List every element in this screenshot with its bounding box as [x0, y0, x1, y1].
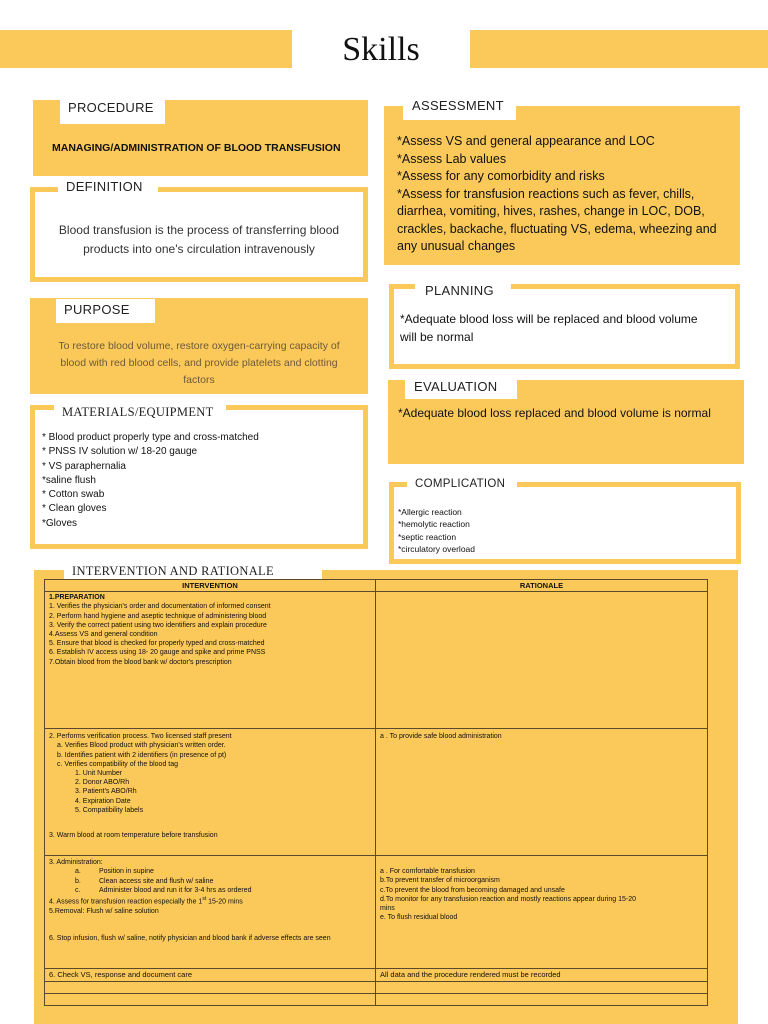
cell-line: b. Identifies patient with 2 identifiers (in presence of pt)	[57, 751, 227, 759]
intervention-table	[44, 579, 708, 1006]
cell-line: 6. Establish IV access using 18- 20 gauge and spike and prime PNSS	[49, 649, 266, 657]
complication-item: *hemolytic reaction	[398, 519, 470, 530]
intervention-cell	[45, 982, 376, 994]
purpose-line: To restore blood volume, restore oxygen-carrying capacity of	[58, 340, 340, 352]
complication-item: *septic reaction	[398, 531, 457, 542]
cell-line: 3. Patient's ABO/Rh	[75, 788, 137, 796]
cell-line: b.	[75, 877, 81, 885]
intervention-label: INTERVENTION AND RATIONALE	[64, 563, 322, 580]
table-row	[45, 856, 708, 969]
planning-line: *Adequate blood loss will be replaced and blood volume	[400, 312, 698, 326]
cell-line: e. To flush residual blood	[380, 914, 458, 922]
materials-label: MATERIALS/EQUIPMENT	[54, 402, 226, 422]
definition-label: DEFINITION	[58, 176, 158, 198]
assessment-label: ASSESSMENT	[403, 94, 516, 120]
table-row	[45, 592, 708, 729]
planning-line: will be normal	[400, 330, 474, 344]
cell-line: 6. Stop infusion, flush w/ saline, notify physician and blood bank if adverse effects are seen	[49, 934, 331, 942]
assessment-line: *Assess for any comorbidity and risks	[397, 169, 605, 183]
title-bar-left	[0, 30, 292, 68]
definition-line: products into one's circulation intravenously	[83, 242, 315, 256]
table-row	[45, 729, 708, 856]
assessment-line: *Assess VS and general appearance and LOC	[397, 134, 655, 148]
intervention-cell	[45, 994, 376, 1006]
assessment-line: *Assess for transfusion reactions such as fever, chills,	[397, 186, 695, 201]
cell-line: 5. Compatibility labels	[75, 806, 144, 814]
materials-item: *Gloves	[42, 517, 78, 529]
rationale-header: RATIONALE	[376, 580, 708, 592]
cell-line: 4. Expiration Date	[75, 797, 131, 805]
planning-label: PLANNING	[415, 282, 511, 302]
cell-line: 2. Perform hand hygiene and aseptic technique of administering blood	[49, 612, 267, 620]
evaluation-text: *Adequate blood loss replaced and blood volume is normal	[398, 406, 711, 420]
rationale-cell	[376, 729, 708, 856]
intervention-cell	[45, 856, 376, 969]
table-row	[45, 982, 708, 994]
purpose-text	[36, 338, 362, 389]
cell-line: 4. Assess for transfusion reaction especially the 1	[49, 898, 203, 906]
cell-line: b.To prevent transfer of microorganism	[380, 877, 500, 885]
complication-list	[398, 506, 475, 555]
cell-line: 4.Assess VS and general condition	[49, 631, 158, 639]
cell-line: 3. Warm blood at room temperature before transfusion	[49, 832, 218, 840]
materials-item: * PNSS IV solution w/ 18-20 gauge	[42, 446, 198, 458]
definition-line: Blood transfusion is the process of transferring blood	[58, 223, 340, 237]
intervention-header: INTERVENTION	[45, 580, 376, 592]
cell-line: 6. Check VS, response and document care	[49, 970, 192, 980]
cell-line: c. Verifies compatibility of the blood tag	[57, 760, 179, 768]
rationale-cell	[376, 969, 708, 982]
assessment-line: diarrhea, vomiting, hives, rashes, change in LOC, DOB,	[397, 204, 705, 218]
assessment-line: crackles, backache, fluctuating VS, edema, wheezing and	[397, 221, 717, 236]
cell-line: c.To prevent the blood from becoming damaged and unsafe	[380, 886, 565, 894]
rationale-cell	[376, 856, 708, 969]
materials-item: * VS paraphernalia	[42, 460, 126, 472]
cell-line: st	[202, 896, 207, 903]
cell-line: 15-20 mins	[206, 898, 243, 906]
cell-line: a.	[75, 868, 81, 876]
procedure-label: PROCEDURE	[60, 96, 165, 124]
purpose-label: PURPOSE	[56, 299, 155, 323]
title-bar-right	[470, 30, 768, 68]
complication-item: *circulatory overload	[398, 543, 476, 554]
intervention-cell	[45, 729, 376, 856]
cell-line: d.To monitor for any transfusion reaction and mostly reactions appear during 15-20	[380, 895, 637, 903]
materials-item: *saline flush	[42, 474, 96, 486]
cell-line: Clean access site and flush w/ saline	[99, 877, 214, 885]
procedure-text: MANAGING/ADMINISTRATION OF BLOOD TRANSFUSION	[52, 142, 341, 154]
cell-line: 7.Obtain blood from the blood bank w/ doctor's prescription	[49, 658, 232, 666]
rationale-cell	[376, 592, 708, 729]
materials-item: * Clean gloves	[42, 503, 107, 515]
cell-line: a . For comfortable transfusion	[380, 868, 475, 876]
rationale-cell	[376, 982, 708, 994]
cell-line: 3. Administration:	[49, 859, 103, 867]
cell-line: Position in supine	[99, 868, 154, 876]
purpose-line: blood with red blood cells, and provide platelets and clotting	[60, 357, 338, 369]
planning-text	[400, 310, 698, 346]
intervention-cell	[45, 592, 376, 729]
assessment-text	[397, 133, 717, 256]
intervention-cell	[45, 969, 376, 982]
cell-line: c.	[75, 886, 81, 894]
cell-line: 5.Removal: Flush w/ saline solution	[49, 907, 159, 915]
cell-line: a . To provide safe blood administration	[380, 733, 502, 741]
cell-line: All data and the procedure rendered must be recorded	[380, 970, 561, 980]
purpose-line: factors	[183, 374, 215, 386]
cell-line: 5. Ensure that blood is checked for properly typed and cross-matched	[49, 640, 265, 648]
table-row	[45, 994, 708, 1006]
materials-list	[42, 431, 259, 531]
cell-line: 3. Verify the correct patient using two identifiers and explain procedure	[49, 621, 267, 629]
cell-line: 1. Verifies the physician's order and documentation of informed consent	[49, 603, 271, 611]
assessment-line: any unusual changes	[397, 239, 516, 253]
materials-item: * Blood product properly type and cross-matched	[42, 432, 259, 443]
complication-item: *Allergic reaction	[398, 507, 462, 517]
rationale-cell	[376, 994, 708, 1006]
definition-text	[36, 221, 362, 259]
cell-line: mins	[380, 905, 395, 913]
complication-label: COMPLICATION	[407, 475, 517, 495]
materials-item: * Cotton swab	[42, 489, 105, 501]
cell-line: 2. Donor ABO/Rh	[75, 779, 130, 787]
page-title: Skills	[342, 31, 420, 68]
table-row	[45, 969, 708, 982]
evaluation-label: EVALUATION	[405, 377, 517, 399]
cell-line: 2. Performs verification process. Two licensed staff present	[49, 733, 232, 741]
cell-line: a. Verifies Blood product with physician's written order.	[57, 742, 226, 750]
assessment-line: *Assess Lab values	[397, 151, 507, 166]
cell-line: Administer blood and run it for 3-4 hrs as ordered	[99, 886, 252, 894]
cell-line: 1.PREPARATION	[49, 594, 105, 602]
cell-line: 1. Unit Number	[75, 770, 123, 778]
